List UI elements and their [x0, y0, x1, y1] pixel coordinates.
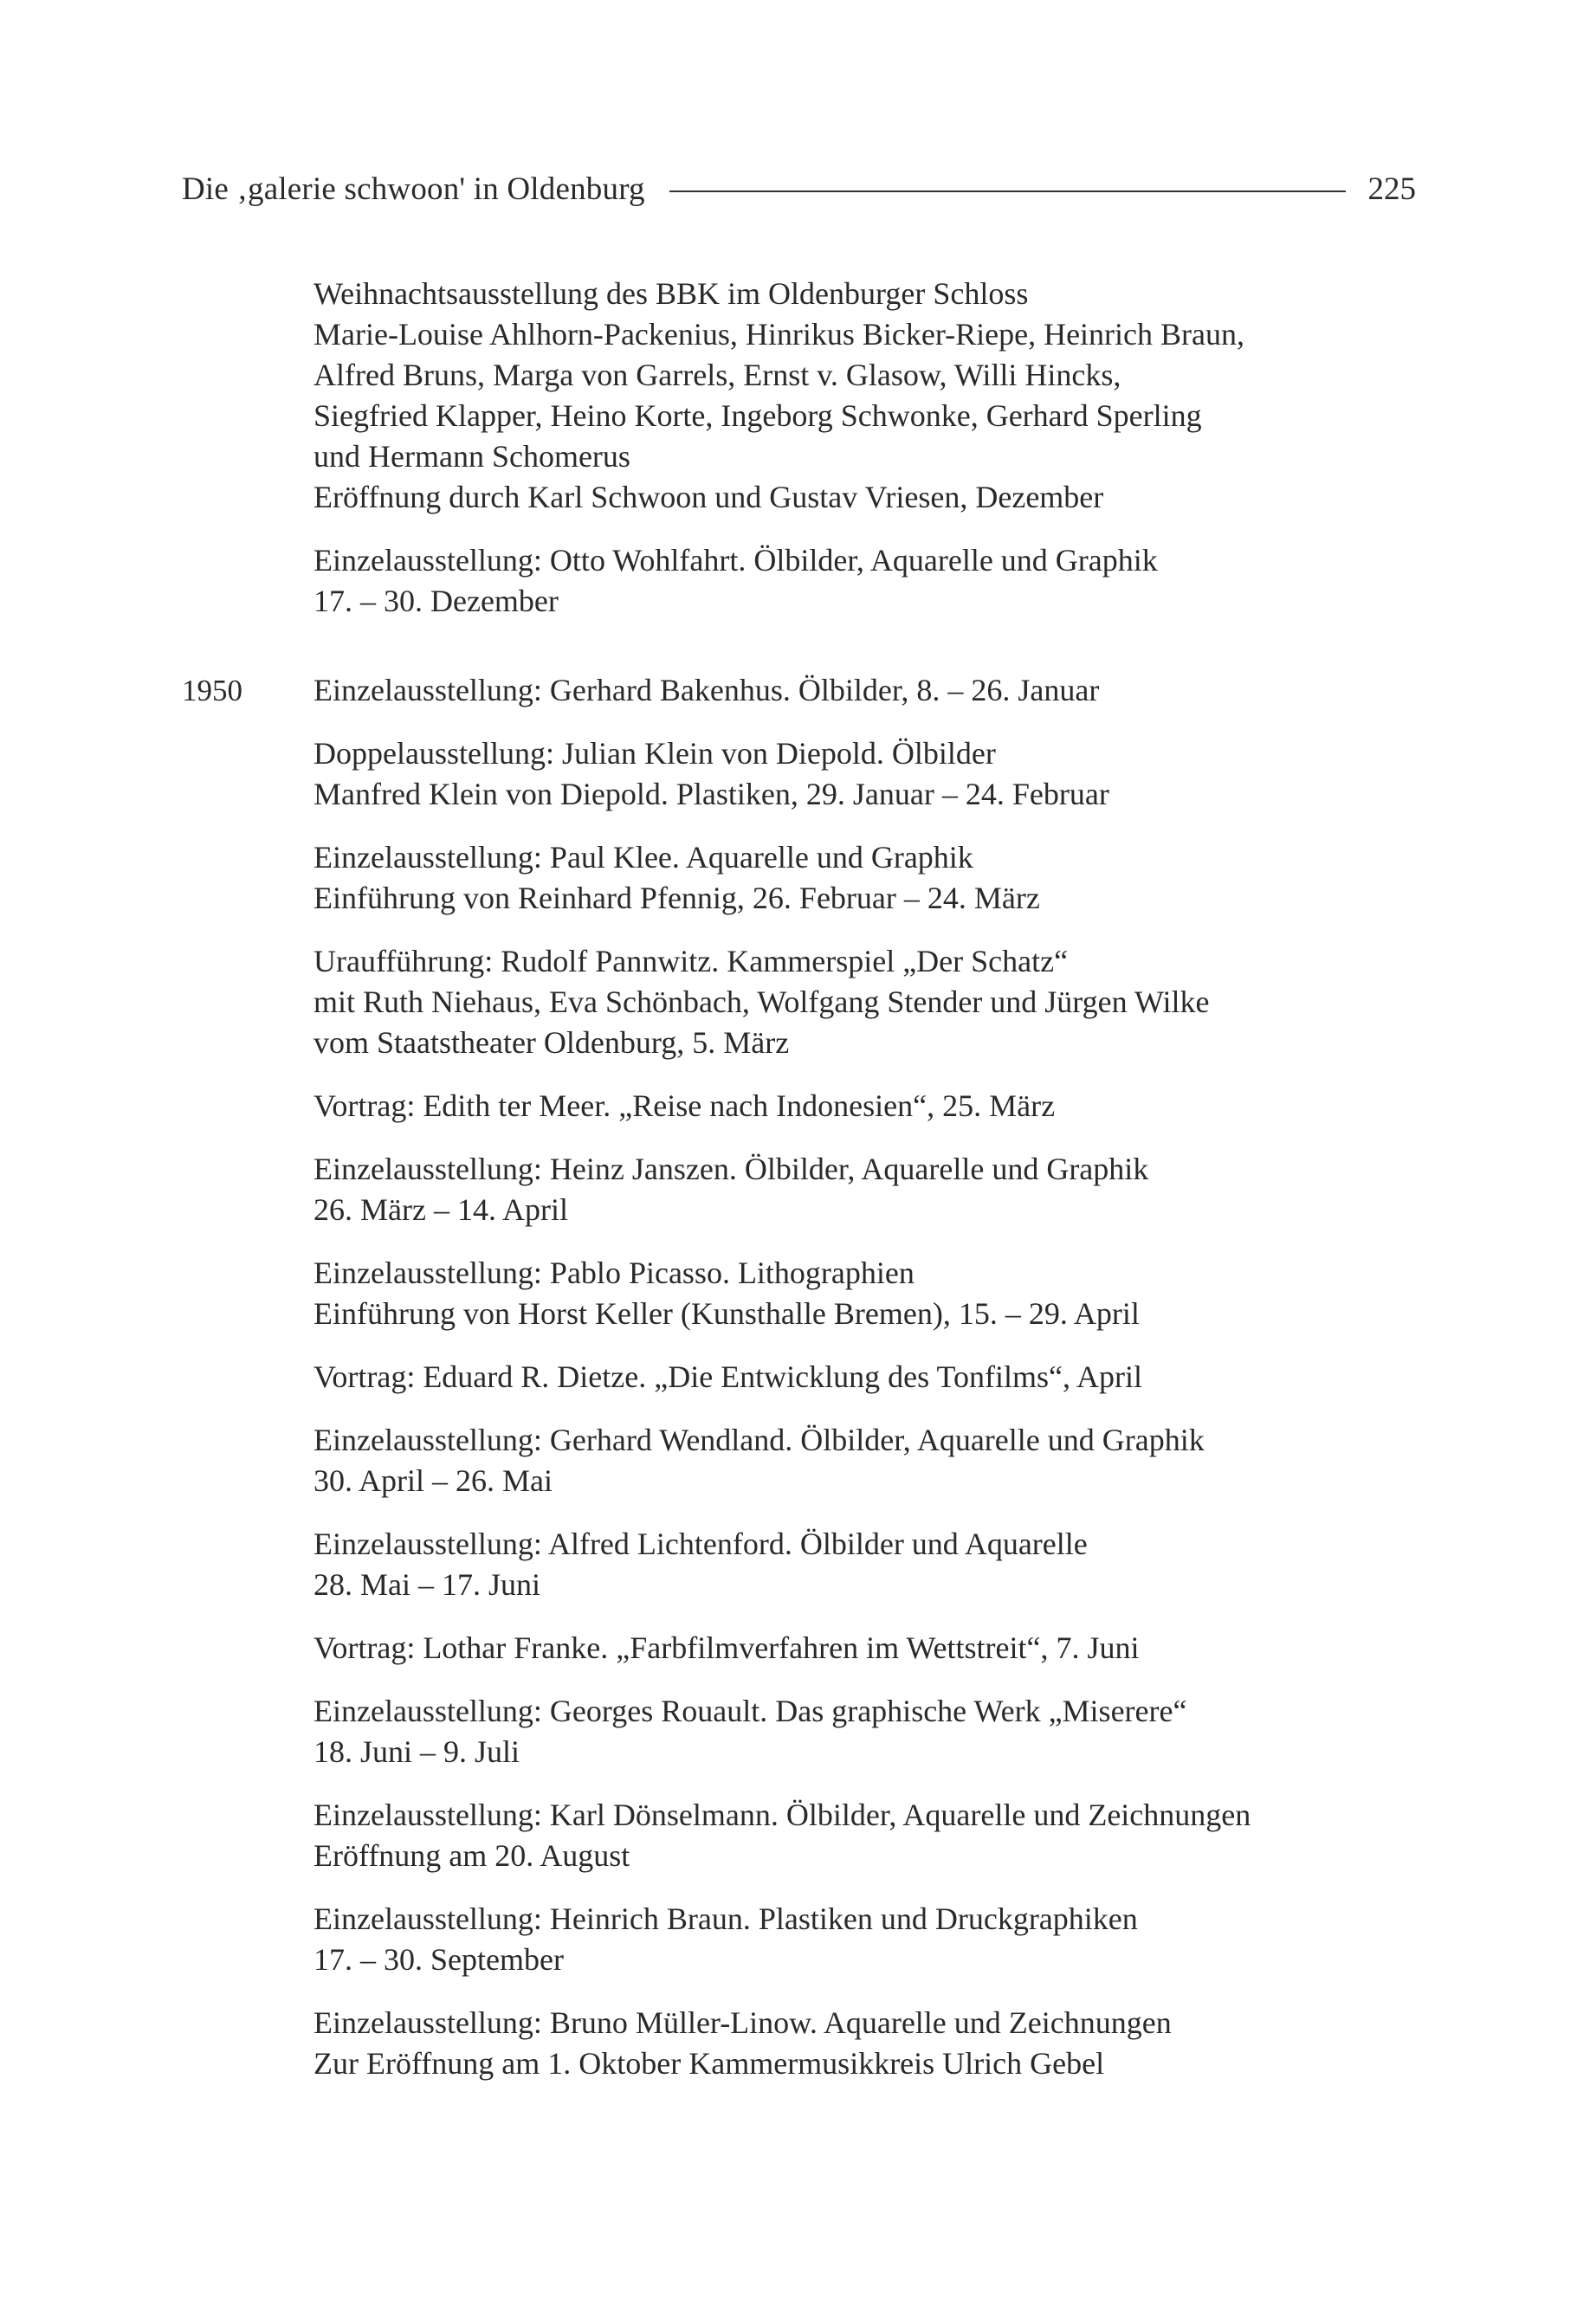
- year-label: [182, 274, 313, 644]
- event-entry: [313, 1691, 1429, 1772]
- year-section: [182, 274, 1429, 644]
- year-section: [182, 670, 1429, 2107]
- event-entry: [313, 1524, 1429, 1605]
- entry-line: 26. März – 14. April: [313, 1192, 568, 1227]
- entry-line: Eröffnung am 20. August: [313, 1838, 630, 1873]
- event-entry: [313, 1357, 1429, 1398]
- entry-list: [313, 670, 1429, 2107]
- entry-line: 17. – 30. Dezember: [313, 584, 559, 618]
- entry-line: Uraufführung: Rudolf Pannwitz. Kammerspiel „Der Schatz“: [313, 944, 1069, 978]
- entry-line: Einzelausstellung: Karl Dönselmann. Ölbilder, Aquarelle und Zeichnungen: [313, 1798, 1251, 1832]
- header-rule: [669, 190, 1346, 192]
- event-entry: [313, 274, 1429, 518]
- entry-line: Einzelausstellung: Heinrich Braun. Plastiken und Druckgraphiken: [313, 1901, 1138, 1936]
- entry-list: [313, 274, 1429, 644]
- entry-line: Einführung von Reinhard Pfennig, 26. Februar – 24. März: [313, 881, 1040, 915]
- event-entry: [313, 837, 1429, 919]
- event-entry: [313, 1795, 1429, 1876]
- entry-line: Doppelausstellung: Julian Klein von Diepold. Ölbilder: [313, 736, 996, 771]
- entry-line: Siegfried Klapper, Heino Korte, Ingeborg Schwonke, Gerhard Sperling: [313, 398, 1202, 433]
- entry-line: Weihnachtsausstellung des BBK im Oldenburger Schloss: [313, 276, 1029, 311]
- entry-line: und Hermann Schomerus: [313, 439, 630, 474]
- entry-line: Einzelausstellung: Pablo Picasso. Lithographien: [313, 1256, 915, 1290]
- entry-line: Alfred Bruns, Marga von Garrels, Ernst v. Glasow, Willi Hincks,: [313, 358, 1121, 392]
- page-number: 225: [1367, 171, 1416, 207]
- entry-line: Einzelausstellung: Bruno Müller-Linow. Aquarelle und Zeichnungen: [313, 2005, 1172, 2040]
- entry-line: Eröffnung durch Karl Schwoon und Gustav Vriesen, Dezember: [313, 480, 1104, 514]
- entry-line: Manfred Klein von Diepold. Plastiken, 29. Januar – 24. Februar: [313, 777, 1109, 811]
- event-entry: [313, 1420, 1429, 1501]
- event-entry: [313, 1628, 1429, 1669]
- entry-line: Einzelausstellung: Heinz Janszen. Ölbilder, Aquarelle und Graphik: [313, 1152, 1149, 1186]
- entry-line: vom Staatstheater Oldenburg, 5. März: [313, 1025, 790, 1060]
- entry-line: 17. – 30. September: [313, 1942, 564, 1977]
- entry-line: Einzelausstellung: Otto Wohlfahrt. Ölbilder, Aquarelle und Graphik: [313, 543, 1158, 578]
- entry-line: Marie-Louise Ahlhorn-Packenius, Hinrikus Bicker-Riepe, Heinrich Braun,: [313, 317, 1245, 352]
- event-entry: [313, 1253, 1429, 1334]
- event-entry: [313, 733, 1429, 815]
- event-entry: [313, 540, 1429, 622]
- event-entry: [313, 670, 1429, 711]
- entry-line: 18. Juni – 9. Juli: [313, 1734, 520, 1769]
- section-gap: [182, 644, 1429, 670]
- entry-line: Einzelausstellung: Alfred Lichtenford. Ölbilder und Aquarelle: [313, 1527, 1088, 1561]
- entry-line: 28. Mai – 17. Juni: [313, 1567, 541, 1602]
- running-header: [182, 165, 1416, 213]
- entry-line: 30. April – 26. Mai: [313, 1463, 553, 1498]
- entry-line: Einführung von Horst Keller (Kunsthalle Bremen), 15. – 29. April: [313, 1296, 1140, 1331]
- event-entry: [313, 1086, 1429, 1126]
- entry-line: Einzelausstellung: Paul Klee. Aquarelle und Graphik: [313, 840, 973, 875]
- entry-line: Vortrag: Edith ter Meer. „Reise nach Indonesien“, 25. März: [313, 1088, 1056, 1123]
- entry-line: Vortrag: Eduard R. Dietze. „Die Entwicklung des Tonfilms“, April: [313, 1359, 1142, 1394]
- entry-line: mit Ruth Niehaus, Eva Schönbach, Wolfgang Stender und Jürgen Wilke: [313, 984, 1210, 1019]
- year-label: 1950: [182, 674, 242, 707]
- exhibition-chronology: [182, 274, 1429, 2107]
- entry-line: Zur Eröffnung am 1. Oktober Kammermusikkreis Ulrich Gebel: [313, 2046, 1105, 2081]
- entry-line: Einzelausstellung: Gerhard Wendland. Ölbilder, Aquarelle und Graphik: [313, 1423, 1205, 1457]
- event-entry: [313, 1149, 1429, 1230]
- event-entry: [313, 941, 1429, 1063]
- entry-line: Einzelausstellung: Gerhard Bakenhus. Ölbilder, 8. – 26. Januar: [313, 673, 1100, 707]
- entry-line: Vortrag: Lothar Franke. „Farbfilmverfahren im Wettstreit“, 7. Juni: [313, 1630, 1140, 1665]
- event-entry: [313, 1899, 1429, 1980]
- entry-line: Einzelausstellung: Georges Rouault. Das graphische Werk „Miserere“: [313, 1694, 1187, 1728]
- running-title: Die ‚galerie schwoon' in Oldenburg: [182, 171, 645, 207]
- event-entry: [313, 2003, 1429, 2084]
